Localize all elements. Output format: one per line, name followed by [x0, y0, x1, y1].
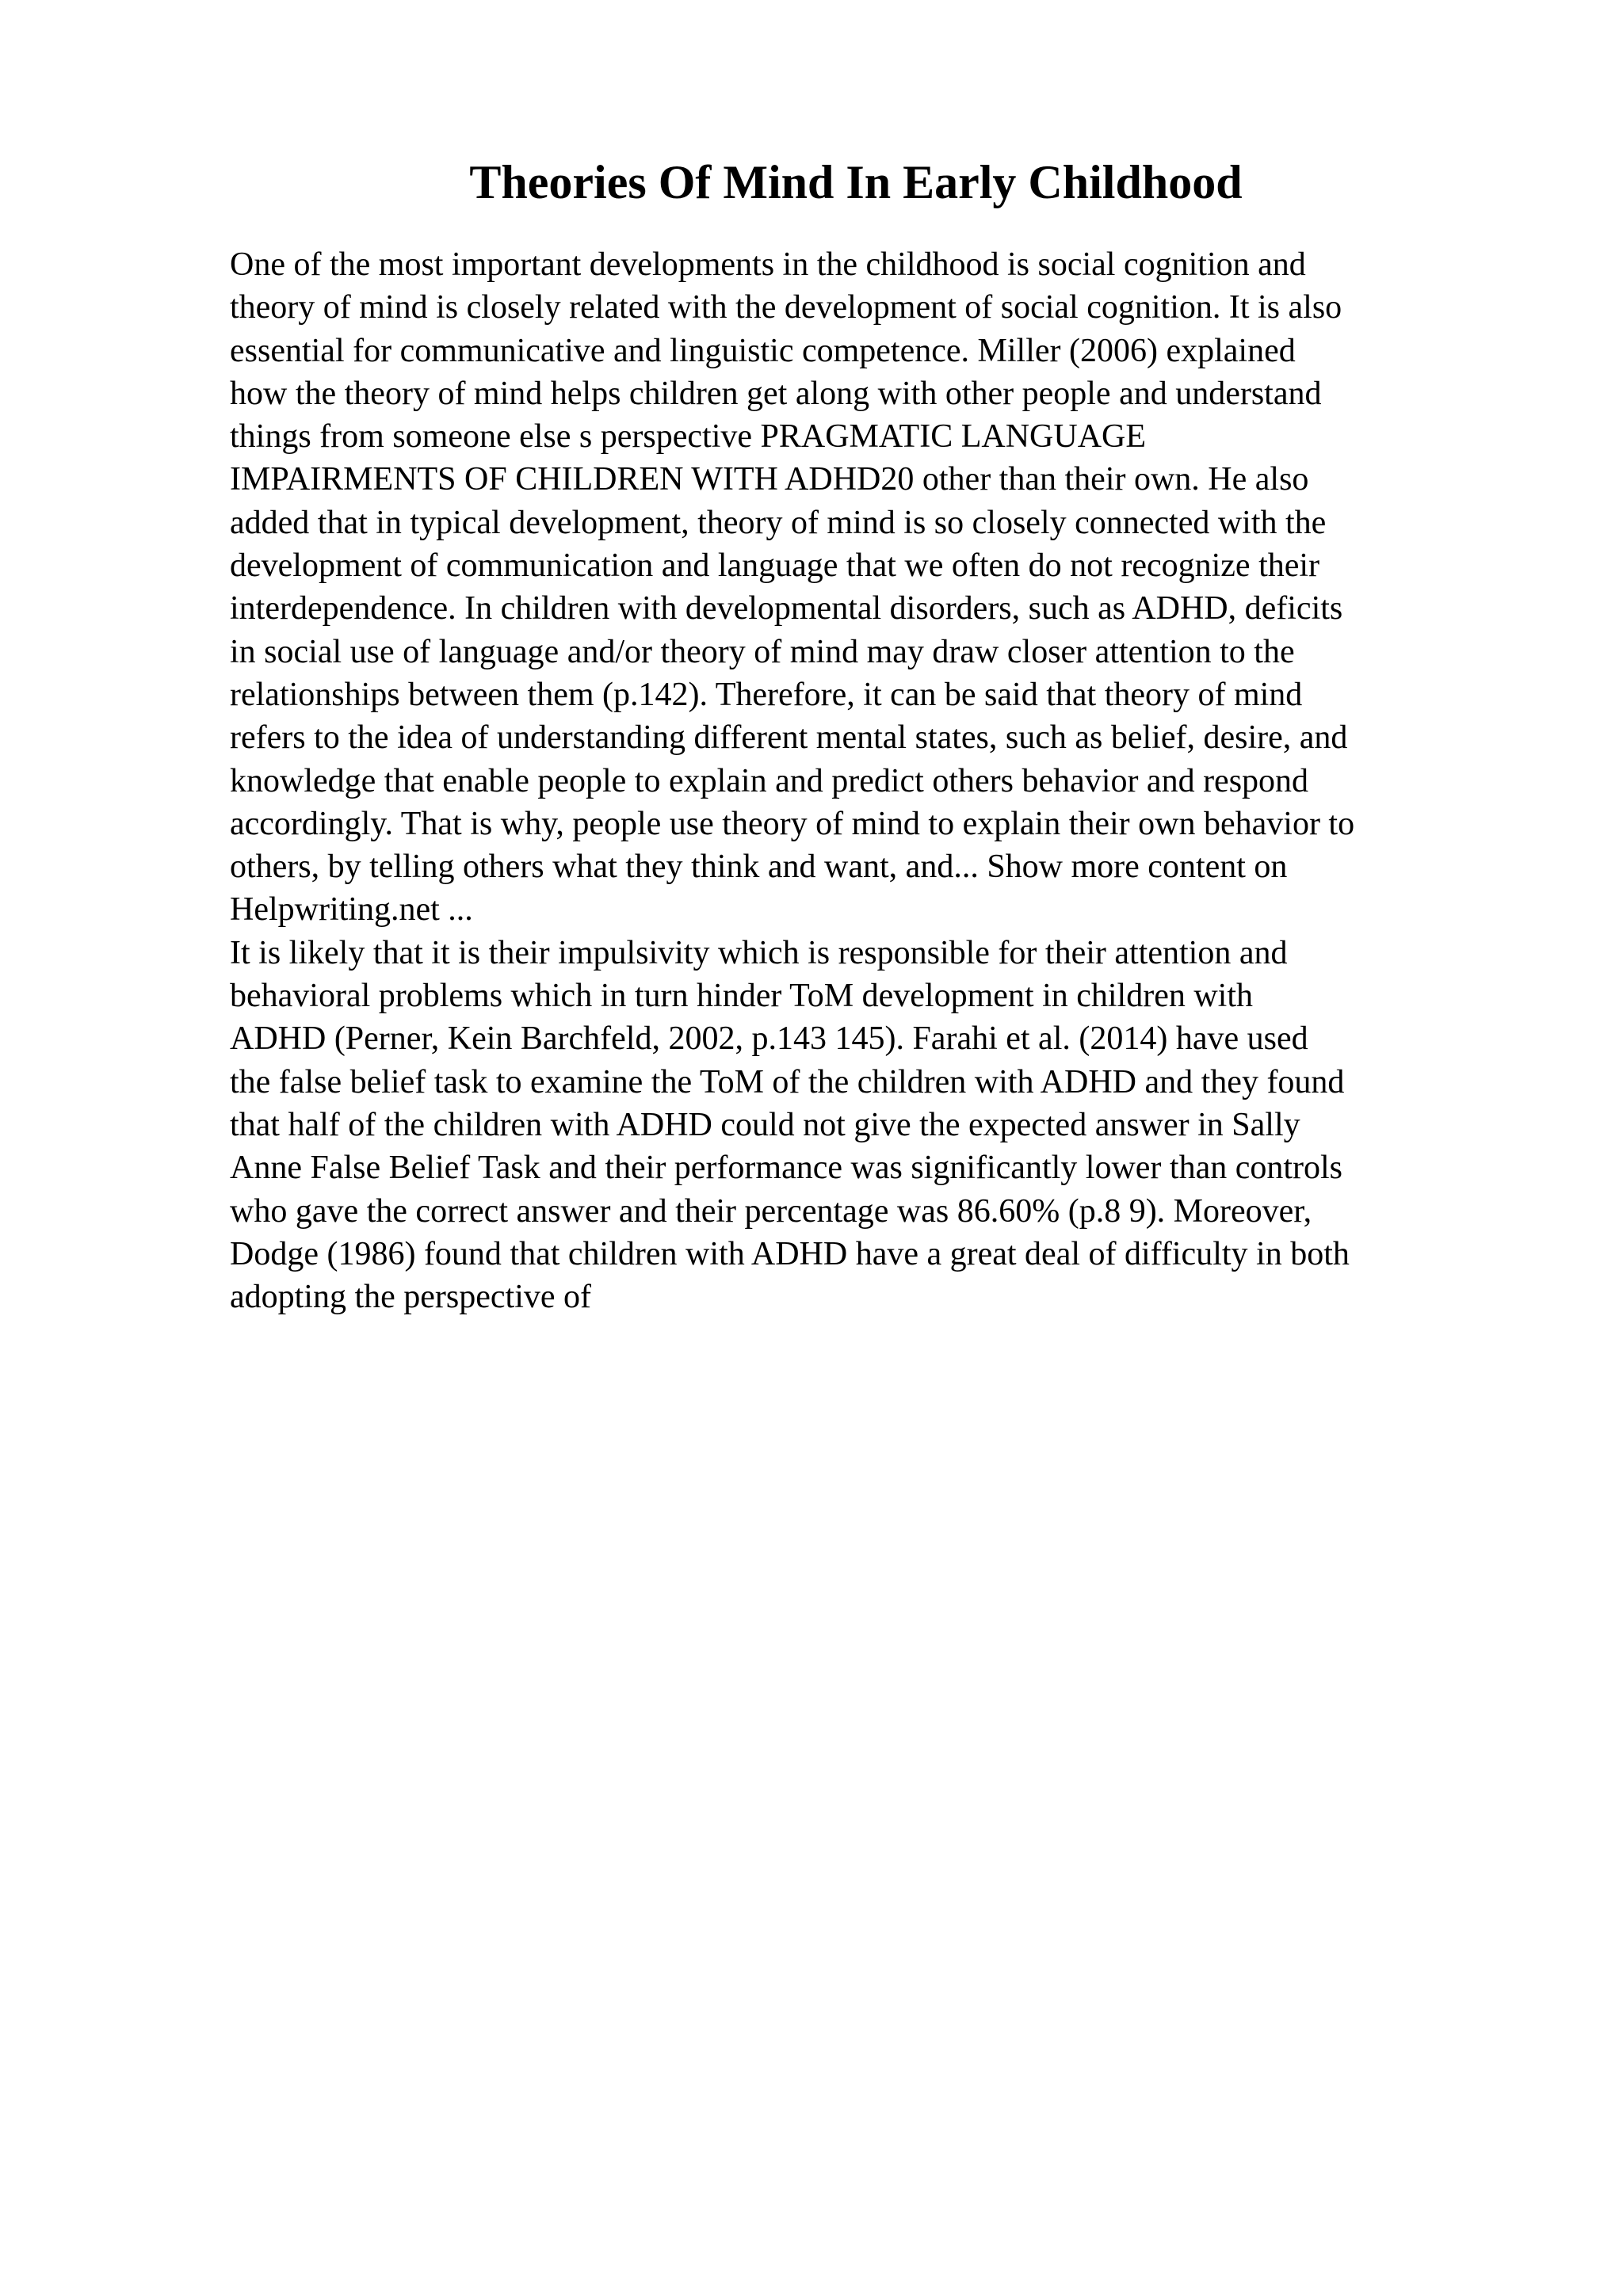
text-line: ADHD (Perner, Kein Barchfeld, 2002, p.143 145). Farahi et al. (2014) have used: [230, 1020, 1308, 1058]
body-text: [230, 243, 1498, 1318]
text-line: One of the most important developments in the childhood is social cognition and: [230, 246, 1306, 283]
text-line: interdependence. In children with developmental disorders, such as ADHD, deficits: [230, 590, 1343, 627]
text-line: the false belief task to examine the ToM of the children with ADHD and they found: [230, 1063, 1345, 1100]
text-line: IMPAIRMENTS OF CHILDREN WITH ADHD20 other than their own. He also: [230, 461, 1309, 498]
text-line: Anne False Belief Task and their performance was significantly lower than controls: [230, 1150, 1343, 1187]
text-line: It is likely that it is their impulsivity which is responsible for their attention and: [230, 934, 1288, 971]
text-line: how the theory of mind helps children get along with other people and understand: [230, 375, 1322, 412]
text-line: behavioral problems which in turn hinder ToM development in children with: [230, 978, 1254, 1015]
text-line: who gave the correct answer and their percentage was 86.60% (p.8 9). Moreover,: [230, 1192, 1312, 1230]
text-line: that half of the children with ADHD could not give the expected answer in Sally: [230, 1106, 1300, 1143]
text-line: others, by telling others what they think and want, and... Show more content on: [230, 849, 1288, 886]
text-line: refers to the idea of understanding different mental states, such as belief, desire, and: [230, 719, 1348, 757]
text-line: Dodge (1986) found that children with ADHD have a great deal of difficulty in both: [230, 1235, 1350, 1272]
text-line: development of communication and language that we often do not recognize their: [230, 547, 1320, 585]
text-line: things from someone else s perspective PRAGMATIC LANGUAGE: [230, 418, 1147, 456]
text-line: Helpwriting.net ...: [230, 891, 473, 929]
text-line: essential for communicative and linguistic competence. Miller (2006) explained: [230, 332, 1296, 369]
text-line: relationships between them (p.142). Therefore, it can be said that theory of mind: [230, 676, 1303, 713]
text-line: theory of mind is closely related with the development of social cognition. It is also: [230, 289, 1342, 326]
text-line: accordingly. That is why, people use theory of mind to explain their own behavior to: [230, 805, 1355, 842]
text-line: knowledge that enable people to explain and predict others behavior and respond: [230, 762, 1309, 799]
text-line: adopting the perspective of: [230, 1279, 592, 1316]
text-line: in social use of language and/or theory of mind may draw closer attention to the: [230, 633, 1295, 670]
text-line: added that in typical development, theory of mind is so closely connected with the: [230, 504, 1327, 541]
page-title: Theories Of Mind In Early Childhood: [469, 156, 1243, 208]
